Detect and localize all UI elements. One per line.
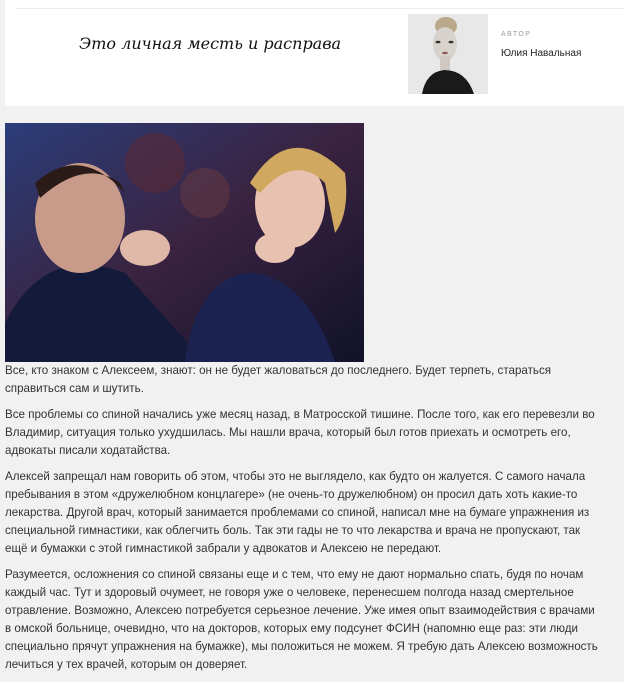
paragraph-line: в омской больнице, очевидно, что на докторов, которых ему подсунет ФСИН (напомню еще раз: эти люди xyxy=(5,622,578,635)
paragraph-line: Владимир, ситуация только ухудшилась. Мы нашли врача, который был готов приехать и осмотреть его, xyxy=(5,426,571,439)
author-label: АВТОР xyxy=(501,31,532,38)
article-paragraph xyxy=(5,406,621,460)
paragraph-line: пребывания в этом «дружелюбном концлагере» (не очень-то дружелюбном) он просил дать хоть какие-то xyxy=(5,488,578,501)
paragraph-line: Все проблемы со спиной начались уже месяц назад, в Матросской тишине. После того, как его перевезли во xyxy=(5,408,595,421)
paragraph-line: Алексей запрещал нам говорить об этом, чтобы это не выглядело, как будто он жалуется. С самого начала xyxy=(5,470,586,483)
article-paragraph xyxy=(5,362,621,398)
paragraph-line: отравление. Возможно, Алексею потребуется серьезное лечение. Уже имея опыт взаимодействия с врачами xyxy=(5,604,595,617)
paragraph-line: специально прячут упражнения на бумажке), мы положиться не можем. Я требую дать Алексею возможность xyxy=(5,640,598,653)
paragraph-line: лечиться у тех врачей, которым он доверяет. xyxy=(5,658,248,671)
paragraph-line: Разумеется, осложнения со спиной связаны еще и с тем, что ему не дают нормально спать, будя по ночам xyxy=(5,568,584,581)
paragraph-line: адвокаты писали ходатайства. xyxy=(5,444,171,457)
article-paragraph xyxy=(5,468,621,558)
author-name[interactable]: Юлия Навальная xyxy=(501,48,582,59)
paragraph-line: справиться сам и шутить. xyxy=(5,382,144,395)
article-title: Это личная месть и расправа xyxy=(79,34,342,53)
divider xyxy=(15,8,624,9)
article-paragraph xyxy=(5,566,621,674)
author-avatar[interactable] xyxy=(408,14,488,94)
paragraph-line: ещё и бумажки с этой гимнастикой забрали у адвокатов и Алексею не передают. xyxy=(5,542,442,555)
author-header-card xyxy=(5,0,624,106)
article-body xyxy=(5,362,621,682)
paragraph-line: лекарства. Другой врач, который занимается проблемами со спиной, написал мне на бумаге упражнения из xyxy=(5,506,590,519)
paragraph-line: Все, кто знаком с Алексеем, знают: он не будет жаловаться до последнего. Будет терпеть, стараться xyxy=(5,364,552,377)
paragraph-line: каждый час. Тут и здоровый очумеет, не говоря уже о человеке, перенесшем полгода назад смертельное xyxy=(5,586,574,599)
paragraph-line: специальной гимнастики, как облегчить боль. Так эти гады не то что лекарства и врача не пропускают, так xyxy=(5,524,581,537)
article-photo xyxy=(5,123,364,362)
